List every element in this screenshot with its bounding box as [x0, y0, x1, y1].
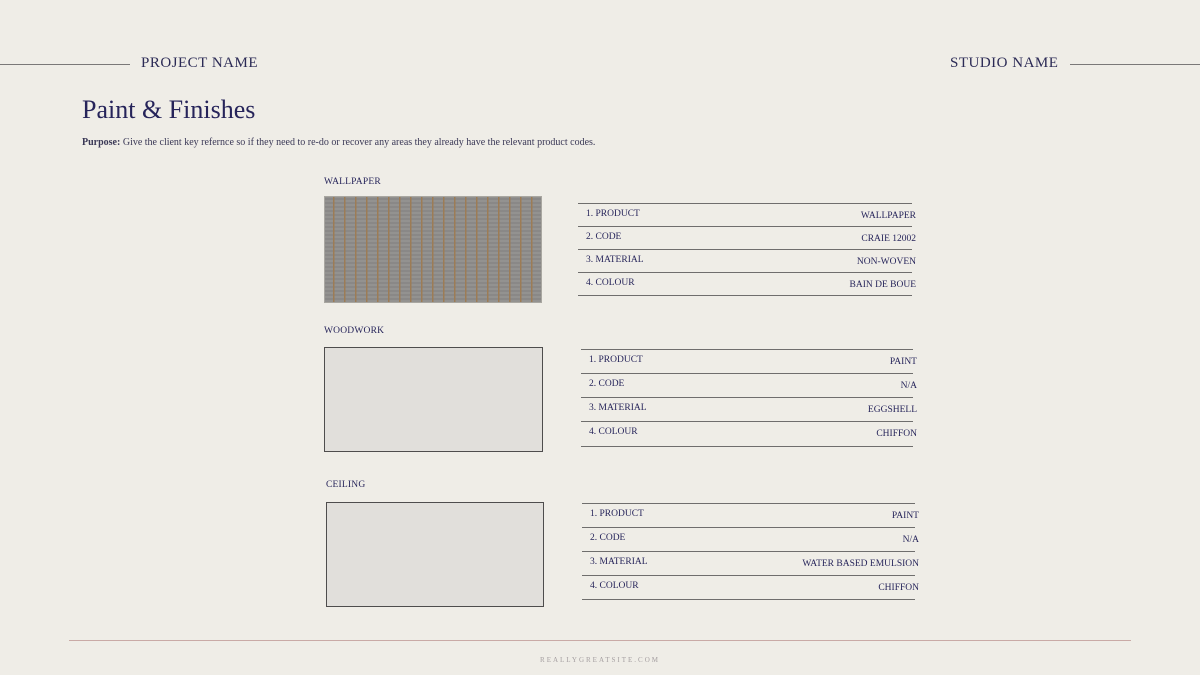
spec-row [578, 249, 916, 272]
purpose-body: Give the client key refernce so if they need to re-do or recover any areas they already have the relevant product codes. [120, 137, 596, 148]
project-name: PROJECT NAME [141, 55, 258, 71]
page-title: Paint & Finishes [82, 95, 256, 124]
spec-row [578, 272, 916, 296]
wallpaper-swatch [324, 196, 542, 303]
spec-value: CHIFFON [878, 583, 919, 593]
spec-row [578, 203, 916, 226]
header-rule-right [1070, 64, 1200, 65]
spec-value: PAINT [889, 357, 917, 367]
spec-label: 3. MATERIAL [586, 255, 644, 265]
spec-value: CHIFFON [876, 429, 917, 439]
spec-table-wallpaper [578, 203, 916, 296]
purpose-text [82, 137, 595, 148]
spec-label: 4. COLOUR [586, 278, 635, 288]
spec-table-ceiling [582, 503, 919, 600]
spec-row [582, 575, 919, 600]
spec-table-woodwork [581, 349, 917, 447]
spec-value: N/A [900, 381, 917, 391]
spec-row [582, 551, 919, 575]
spec-label: 3. MATERIAL [590, 557, 648, 567]
spec-row [581, 349, 917, 373]
spec-label: 4. COLOUR [589, 427, 638, 437]
header-rule-left [0, 64, 130, 65]
spec-label: 2. CODE [589, 379, 625, 389]
spec-row [578, 226, 916, 249]
spec-value: NON-WOVEN [856, 257, 916, 267]
woodwork-swatch [324, 347, 543, 452]
spec-value: BAIN DE BOUE [849, 280, 916, 290]
spec-label: 1. PRODUCT [590, 509, 644, 519]
spec-row [581, 421, 917, 447]
spec-label: 4. COLOUR [590, 581, 639, 591]
footer-website: REALLYGREATSITE.COM [540, 656, 660, 664]
spec-value: N/A [902, 535, 919, 545]
spec-label: 2. CODE [590, 533, 626, 543]
ceiling-swatch [326, 502, 544, 607]
studio-name: STUDIO NAME [950, 55, 1059, 71]
spec-label: 1. PRODUCT [586, 209, 640, 219]
spec-label: 3. MATERIAL [589, 403, 647, 413]
spec-value: WALLPAPER [860, 211, 916, 221]
spec-value: EGGSHELL [867, 405, 917, 415]
spec-label: 1. PRODUCT [589, 355, 643, 365]
spec-row [582, 503, 919, 527]
section-label-woodwork: WOODWORK [324, 326, 385, 336]
spec-row [581, 397, 917, 421]
spec-value: CRAIE 12002 [861, 234, 916, 244]
spec-value: PAINT [891, 511, 919, 521]
spec-value: WATER BASED EMULSION [802, 559, 919, 569]
section-label-wallpaper: WALLPAPER [324, 177, 381, 187]
section-label-ceiling: CEILING [326, 480, 366, 490]
spec-label: 2. CODE [586, 232, 622, 242]
purpose-label: Purpose: [82, 137, 121, 148]
spec-row [582, 527, 919, 551]
spec-row [581, 373, 917, 397]
footer-rule [69, 640, 1131, 641]
